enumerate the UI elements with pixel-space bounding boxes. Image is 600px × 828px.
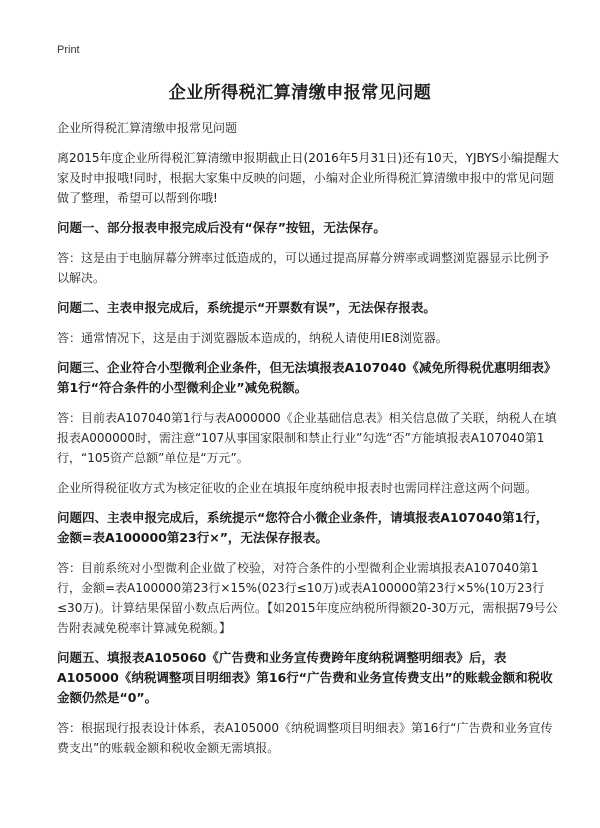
print-label[interactable]: Print — [57, 44, 80, 56]
answer-2: 答：通常情况下，这是由于浏览器版本造成的，纳税人请使用IE8浏览器。 — [57, 331, 448, 345]
answer-3: 答：目前表A107040第1行与表A000000《企业基础信息表》相关信息做了关联，纳税人在填报表A000000时，需注意“107从事国家限制和禁止行业”勾选“否”方能填报表A107040第1行，“105资产总额”单位是“万元”。 — [57, 411, 557, 465]
question-4: 问题四、主表申报完成后，系统提示“您符合小微企业条件，请填报表A107040第1行，金额=表A100000第23行×”，无法保存报表。 — [57, 510, 549, 545]
intro-paragraph: 离2015年度企业所得税汇算清缴申报期截止日(2016年5月31日)还有10天，YJBYS小编提醒大家及时申报哦!同时，根据大家集中反映的问题，小编对企业所得税汇算清缴申报中的常见问题做了整理，希望可以帮到你哦! — [57, 151, 560, 205]
article-subtitle: 企业所得税汇算清缴申报常见问题 — [57, 121, 238, 135]
article-body — [57, 118, 560, 768]
answer-4: 答：目前系统对小型微利企业做了校验，对符合条件的小型微利企业需填报表A107040第1行，金额=表A100000第23行×15%(023行≤10万)或表A100000第23行×5%(10万23行≤30万)。计算结果保留小数点后两位。【如2015年度应纳税所得额20-30万元，需根据79号公告附表减免税率计算减免税额。】 — [57, 561, 558, 635]
answer-5: 答：根据现行报表设计体系，表A105000《纳税调整项目明细表》第16行“广告费和业务宣传费支出”的账载金额和税收金额无需填报。 — [57, 721, 553, 755]
answer-3-note: 企业所得税征收方式为核定征收的企业在填报年度纳税申报表时也需同样注意这两个问题。 — [57, 481, 538, 495]
question-1: 问题一、部分报表申报完成后没有“保存”按钮，无法保存。 — [57, 220, 386, 235]
question-3: 问题三、企业符合小型微利企业条件，但无法填报表A107040《减免所得税优惠明细表》第1行“符合条件的小型微利企业”减免税额。 — [57, 360, 557, 395]
answer-1: 答：这是由于电脑屏幕分辨率过低造成的，可以通过提高屏幕分辨率或调整浏览器显示比例予以解决。 — [57, 251, 550, 285]
page-title: 企业所得税汇算清缴申报常见问题 — [168, 83, 432, 103]
question-5: 问题五、填报表A105060《广告费和业务宣传费跨年度纳税调整明细表》后，表A105000《纳税调整项目明细表》第16行“广告费和业务宣传费支出”的账载金额和税收金额仍然是“0”。 — [57, 650, 553, 705]
question-2: 问题二、主表申报完成后，系统提示“开票数有误”，无法保存报表。 — [57, 300, 436, 315]
